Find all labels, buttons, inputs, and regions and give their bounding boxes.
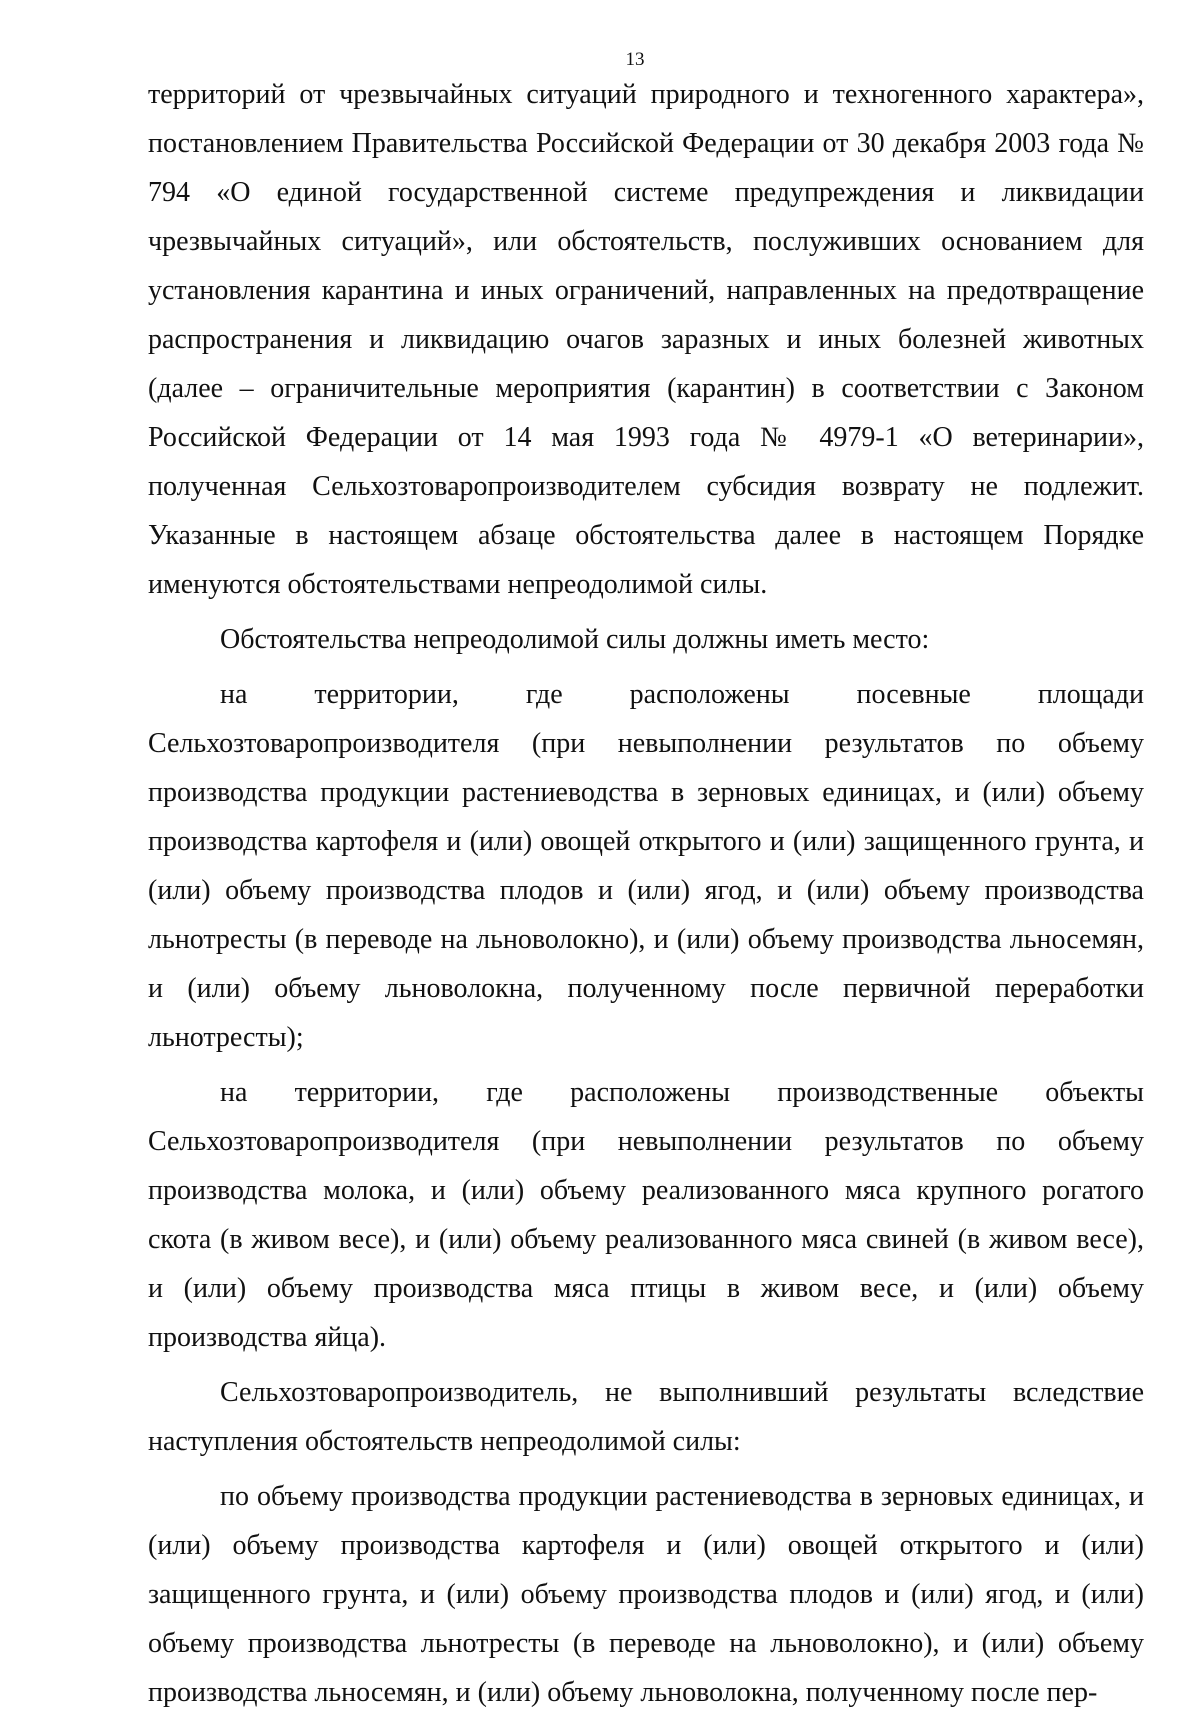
paragraph-1: территорий от чрезвычайных ситуаций природного и техногенного характера», постановлением Правительства Российской Федерации от 30 декабря 2003 года № 794 «О единой государственной системе предупреждения и ликвидации чрезвычайных ситуаций», или обстоятельств, послуживших основанием для установления карантина и иных ограничений, направленных на предотвращение распространения и ликвидацию очагов заразных и иных болезней животных (далее – ограничительные мероприятия (карантин) в соответствии с Законом Российской Федерации от 14 мая 1993 года № 4979-1 «О ветеринарии», полученная Сельхозтоваропроизводителем субсидия возврату не подлежит. Указанные в настоящем абзаце обстоятельства далее в настоящем Порядке именуются обстоятельствами непреодолимой силы. xyxy=(148,79,1144,600)
paragraph-3: на территории, где расположены посевные площади Сельхозтоваропроизводителя (при невыполнении результатов по объему производства продукции растениеводства в зерновых единицах, и (или) объему производства картофеля и (или) овощей открытого и (или) защищенного грунта, и (или) объему производства плодов и (или) ягод, и (или) объему производства льнотресты (в переводе на льноволокно), и (или) объему производства льносемян, и (или) объему льноволокна, полученному после первичной переработки льнотресты); xyxy=(148,679,1144,1053)
paragraph-4: на территории, где расположены производственные объекты Сельхозтоваропроизводителя (при невыполнении результатов по объему производства молока, и (или) объему реализованного мяса крупного рогатого скота (в живом весе), и (или) объему реализованного мяса свиней (в живом весе), и (или) объему производства мяса птицы в живом весе, и (или) объему производства яйца). xyxy=(148,1077,1144,1353)
paragraph-5: Сельхозтоваропроизводитель, не выполнивший результаты вследствие наступления обстоятельств непреодолимой силы: xyxy=(148,1377,1144,1457)
paragraph-6: по объему производства продукции растениеводства в зерновых единицах, и (или) объему производства картофеля и (или) овощей открытого и (или) защищенного грунта, и (или) объему производства плодов и (или) ягод, и (или) объему производства льнотресты (в переводе на льноволокно), и (или) объему производства льносемян, и (или) объему льноволокна, полученному после пер- xyxy=(148,1481,1144,1708)
document-body xyxy=(148,70,1144,1717)
paragraph-2: Обстоятельства непреодолимой силы должны иметь место: xyxy=(220,624,930,655)
page-number: 13 xyxy=(625,49,645,70)
